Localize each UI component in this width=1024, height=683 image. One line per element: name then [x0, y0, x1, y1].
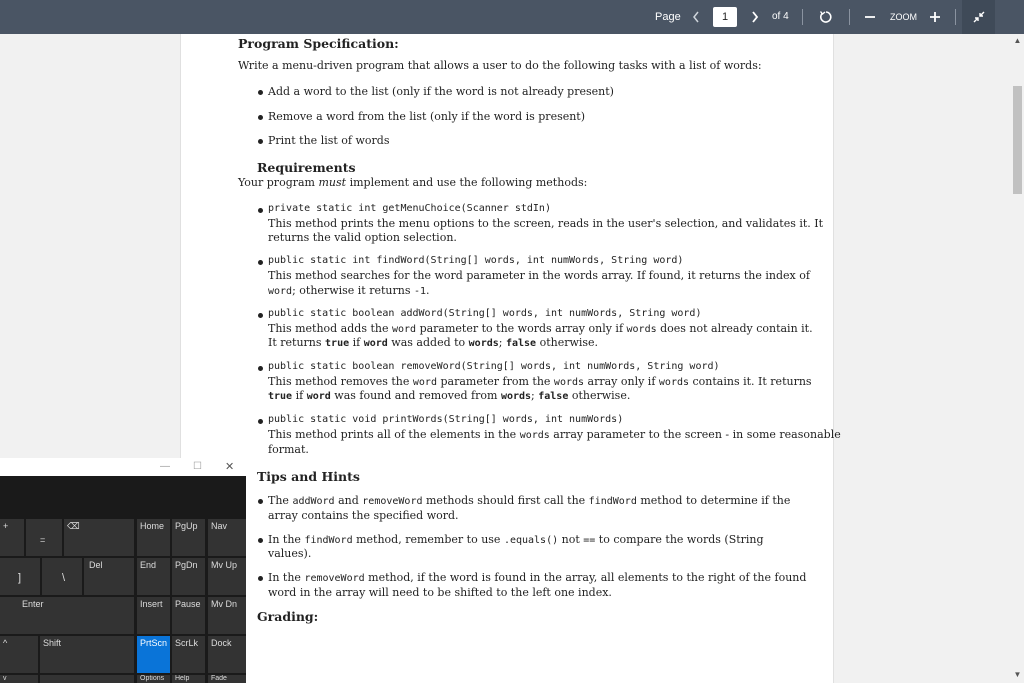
tips-heading: Tips and Hints [257, 469, 360, 484]
tip-text: word in the array will need to be shifted to the left one index. [268, 586, 612, 599]
key-help[interactable]: Help [172, 675, 205, 683]
key-down-arrow[interactable]: v [0, 675, 38, 683]
task-item: Remove a word from the list (only if the word is present) [268, 110, 586, 123]
key-home[interactable]: Home [137, 519, 170, 556]
viewer-toolbar [0, 0, 1024, 34]
method-description: This method prints all of the elements in the words array parameter to the screen - in some reasonable [268, 428, 841, 441]
toolbar-divider [955, 9, 956, 25]
next-page-button[interactable] [747, 0, 763, 34]
key-backslash[interactable]: \ [62, 572, 66, 584]
method-description: This method removes the word parameter from the words array only if words contains it. It returns [268, 375, 812, 388]
plus-icon [929, 11, 941, 23]
key-del[interactable]: Del [84, 558, 134, 595]
method-description: This method adds the word parameter to the words array only if words does not already contain it. [268, 322, 813, 335]
page-number-input[interactable]: 1 [713, 7, 737, 27]
scroll-thumb[interactable] [1013, 86, 1022, 194]
key-plus[interactable]: + [0, 519, 24, 556]
bullet [258, 419, 263, 424]
scroll-down-arrow[interactable]: ▼ [1013, 670, 1022, 679]
requirements-intro: Your program must implement and use the following methods: [238, 176, 588, 189]
method-description: word; otherwise it returns -1. [268, 284, 430, 297]
chevron-right-icon [751, 11, 759, 23]
key-fade[interactable]: Fade [208, 675, 246, 683]
bullet [258, 90, 263, 95]
spec-intro: Write a menu-driven program that allows a user to do the following tasks with a list of words: [238, 59, 762, 72]
key-prtscn[interactable]: PrtScn [137, 636, 170, 673]
zoom-label: ZOOM [890, 12, 917, 22]
method-description: returns the valid option selection. [268, 231, 457, 244]
keyboard-titlebar [0, 458, 246, 476]
key-backspace[interactable]: ⌫ [64, 519, 134, 556]
rotate-icon [819, 10, 833, 24]
key-options[interactable]: Options [137, 675, 170, 683]
key-enter[interactable]: Enter [0, 597, 134, 634]
tip-text: array contains the specified word. [268, 509, 459, 522]
tip-text: values). [268, 547, 312, 560]
key-bracket[interactable]: ] [18, 572, 22, 584]
minimize-button[interactable]: — [160, 461, 170, 472]
bullet [258, 576, 263, 581]
key-insert[interactable]: Insert [137, 597, 170, 634]
bullet [258, 313, 263, 318]
requirements-heading: Requirements [257, 160, 356, 175]
method-signature: public static void printWords(String[] words, int numWords) [268, 414, 624, 425]
bullet [258, 115, 263, 120]
key-end[interactable]: End [137, 558, 170, 595]
collapse-icon [972, 10, 986, 24]
bullet [258, 260, 263, 265]
rotate-button[interactable] [816, 0, 836, 34]
key-nav[interactable]: Nav [208, 519, 246, 556]
toolbar-divider [802, 9, 803, 25]
pdf-page [180, 34, 841, 683]
page-count: of 4 [772, 11, 789, 22]
spec-heading: Program Specification: [238, 36, 399, 51]
bullet [258, 499, 263, 504]
bullet [258, 538, 263, 543]
bullet [258, 139, 263, 144]
method-description: It returns true if word was added to words; false otherwise. [268, 336, 599, 349]
grading-heading: Grading: [257, 609, 319, 624]
exit-fullscreen-button[interactable] [962, 0, 995, 34]
tip-text: In the removeWord method, if the word is found in the array, all elements to the right of the found [268, 571, 807, 584]
key-up-arrow[interactable]: ^ [0, 636, 38, 673]
key-mvdn[interactable]: Mv Dn [208, 597, 246, 634]
close-button[interactable]: ✕ [225, 461, 235, 473]
key-shift[interactable]: Shift [40, 636, 134, 673]
key-equals[interactable]: = [26, 519, 62, 556]
scroll-up-arrow[interactable]: ▲ [1013, 36, 1022, 45]
maximize-button[interactable]: ☐ [193, 461, 202, 472]
method-signature: public static int findWord(String[] words, int numWords, String word) [268, 255, 684, 266]
task-item: Add a word to the list (only if the word is not already present) [268, 85, 614, 98]
method-description: true if word was found and removed from words; false otherwise. [268, 389, 631, 402]
key-dock[interactable]: Dock [208, 636, 246, 673]
key-pause[interactable]: Pause [172, 597, 205, 634]
tip-text: The addWord and removeWord methods should first call the findWord method to determine if the [268, 494, 791, 507]
method-description: This method searches for the word parameter in the words array. If found, it returns the index of [268, 269, 810, 282]
toolbar-divider [849, 9, 850, 25]
zoom-in-button[interactable] [927, 0, 943, 34]
key-blank[interactable] [40, 675, 134, 683]
key-pgdn[interactable]: PgDn [172, 558, 205, 595]
on-screen-keyboard [0, 458, 246, 683]
method-description: format. [268, 443, 309, 456]
key-pgup[interactable]: PgUp [172, 519, 205, 556]
method-signature: private static int getMenuChoice(Scanner stdIn) [268, 203, 551, 214]
minus-icon [864, 11, 876, 23]
key-scrlk[interactable]: ScrLk [172, 636, 205, 673]
key-mvup[interactable]: Mv Up [208, 558, 246, 595]
tip-text: In the findWord method, remember to use .equals() not == to compare the words (String [268, 533, 764, 546]
zoom-out-button[interactable] [862, 0, 878, 34]
method-signature: public static boolean addWord(String[] words, int numWords, String word) [268, 308, 702, 319]
method-description: This method prints the menu options to the screen, reads in the user's selection, and validates it. It [268, 217, 824, 230]
bullet [258, 208, 263, 213]
page-label: Page [655, 11, 681, 23]
prev-page-button[interactable] [688, 0, 704, 34]
vertical-scrollbar[interactable] [1011, 34, 1024, 683]
bullet [258, 366, 263, 371]
task-item: Print the list of words [268, 134, 390, 147]
method-signature: public static boolean removeWord(String[] words, int numWords, String word) [268, 361, 720, 372]
chevron-left-icon [692, 11, 700, 23]
